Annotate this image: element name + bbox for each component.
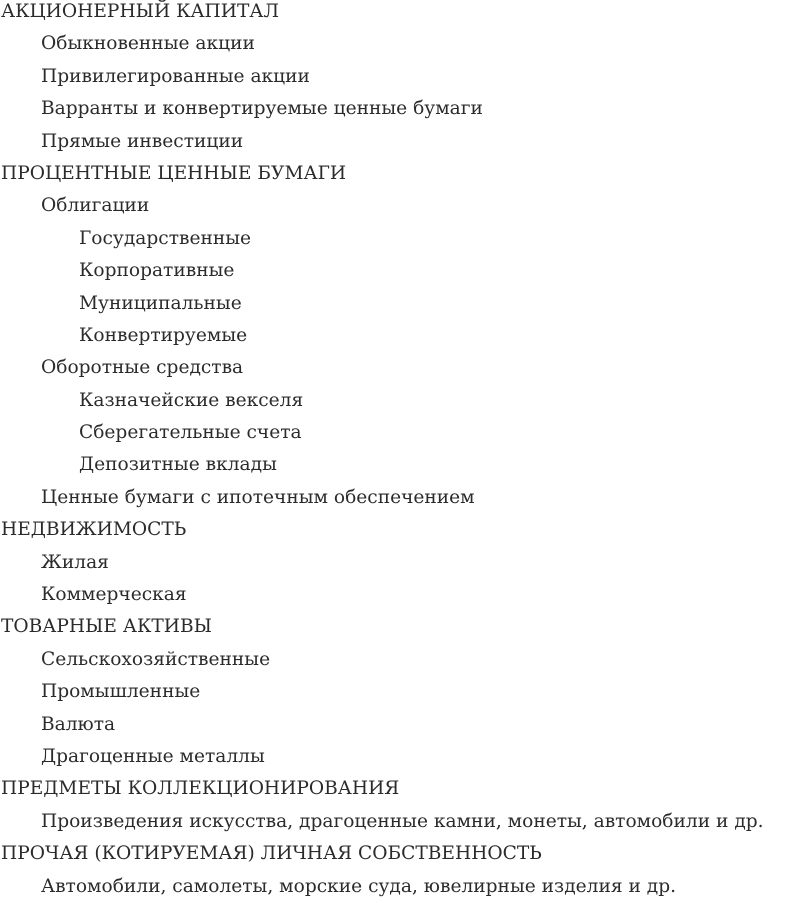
sub-subcategory-item: Казначейские векселя (79, 389, 304, 411)
subcategory-item: Прямые инвестиции (41, 130, 244, 152)
category-heading: ПРОЧАЯ (КОТИРУЕМАЯ) ЛИЧНАЯ СОБСТВЕННОСТЬ (1, 843, 542, 865)
subcategory-item: Промышленные (41, 681, 201, 703)
subcategory-item: Оборотные средства (41, 357, 244, 379)
subcategory-item: Валюта (41, 713, 116, 735)
subcategory-item: Обыкновенные акции (41, 33, 255, 55)
sub-subcategory-item: Сберегательные счета (79, 422, 302, 444)
subcategory-item: Жилая (41, 551, 109, 573)
sub-subcategory-item: Муниципальные (79, 292, 242, 314)
category-heading: ПРОЦЕНТНЫЕ ЦЕННЫЕ БУМАГИ (1, 162, 347, 184)
category-heading: АКЦИОНЕРНЫЙ КАПИТАЛ (1, 1, 279, 22)
category-heading: ПРЕДМЕТЫ КОЛЛЕКЦИОНИРОВАНИЯ (1, 778, 400, 800)
subcategory-item: Сельскохозяйственные (41, 648, 271, 670)
sub-subcategory-item: Депозитные вклады (79, 454, 277, 476)
subcategory-item: Ценные бумаги с ипотечным обеспечением (41, 486, 475, 508)
subcategory-item: Облигации (41, 195, 150, 217)
category-heading: НЕДВИЖИМОСТЬ (1, 519, 187, 541)
subcategory-item: Автомобили, самолеты, морские суда, ювелирные изделия и др. (41, 875, 677, 897)
sub-subcategory-item: Государственные (79, 227, 252, 249)
sub-subcategory-item: Конвертируемые (79, 324, 248, 346)
subcategory-item: Варранты и конвертируемые ценные бумаги (41, 98, 483, 120)
category-heading: ТОВАРНЫЕ АКТИВЫ (1, 616, 212, 638)
sub-subcategory-item: Корпоративные (79, 260, 235, 282)
subcategory-item: Привилегированные акции (41, 65, 310, 87)
subcategory-item: Произведения искусства, драгоценные камни, монеты, автомобили и др. (41, 810, 764, 832)
subcategory-item: Коммерческая (41, 584, 187, 606)
subcategory-item: Драгоценные металлы (41, 745, 265, 767)
